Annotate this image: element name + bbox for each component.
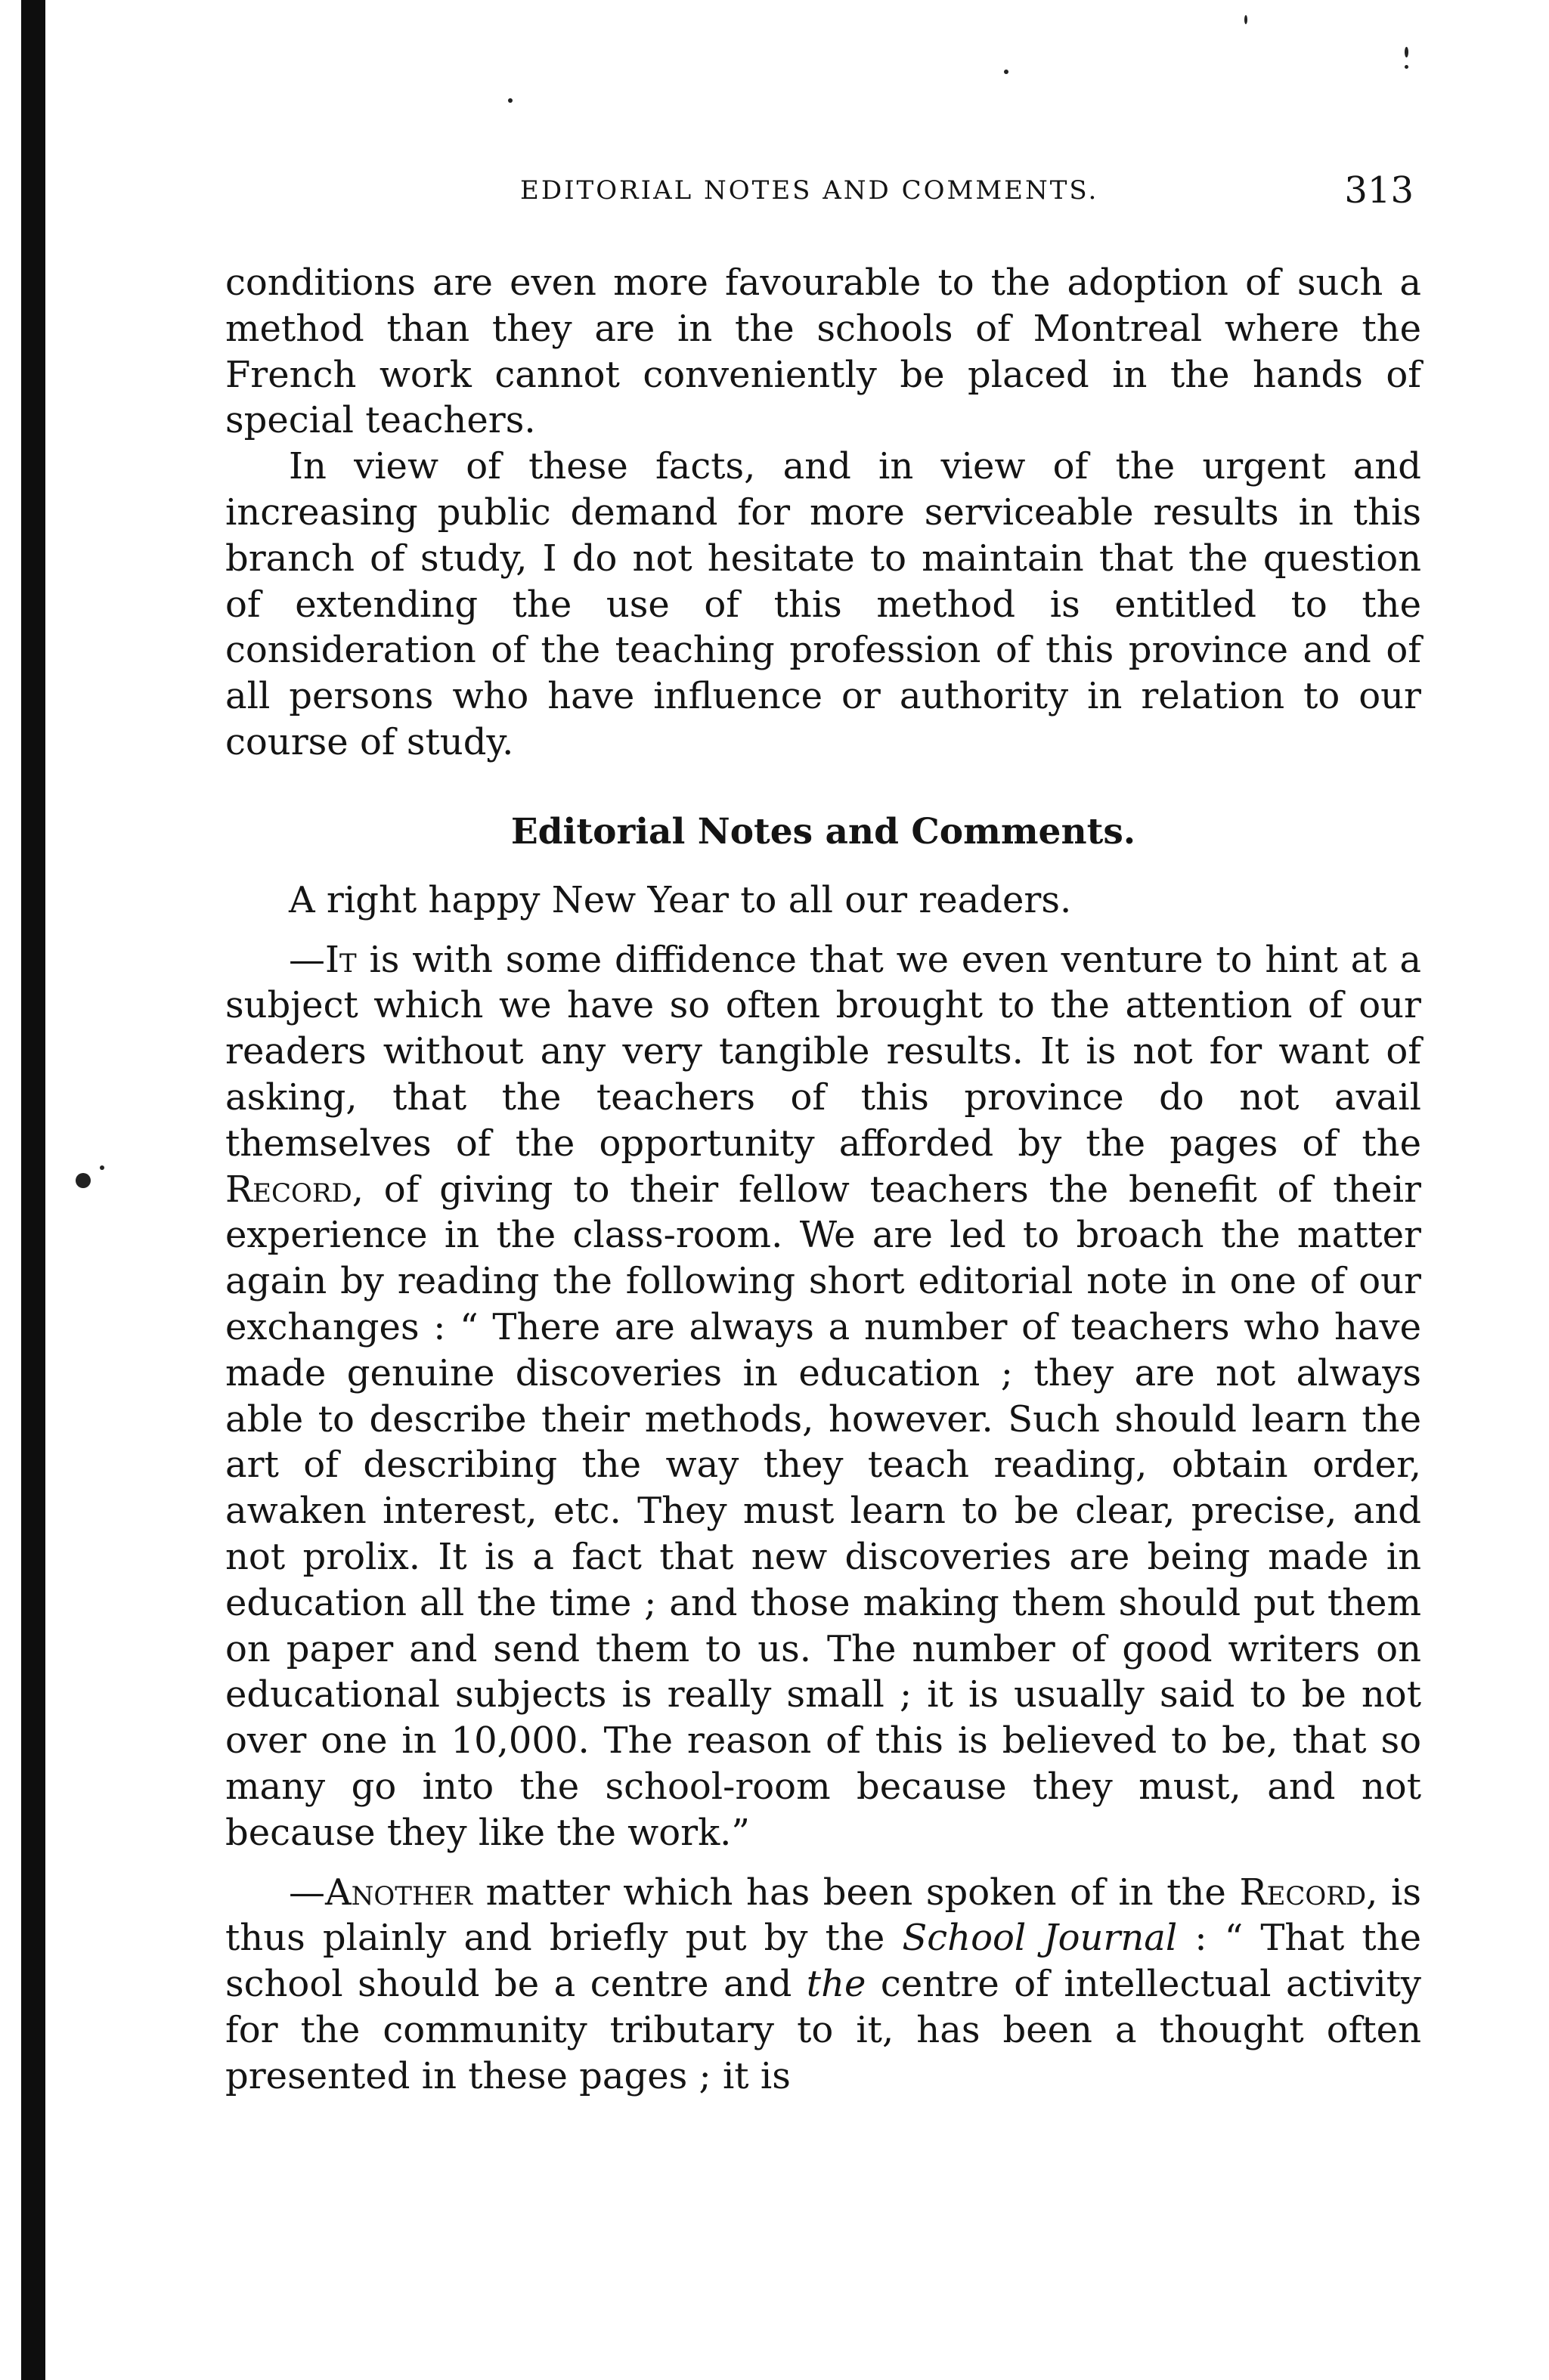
- scan-speck: [1244, 15, 1247, 24]
- running-head: EDITORIAL NOTES AND COMMENTS.: [520, 175, 1099, 206]
- page-body: [225, 260, 1421, 2099]
- binding-edge: [21, 0, 45, 2380]
- page-number: 313: [1344, 169, 1414, 212]
- note-text: , of giving to their fellow teachers the benefit of their experience in the class-room. We are led to broach the matter again by reading the following short editorial note in one of our exchanges : “ There are always a number of teachers who have made genuine discoveries in education ; they are not always able to describe their methods, however. Such should learn the art of describing the way they teach reading, obtain order, awaken interest, etc. They must learn to be clear, precise, and not prolix. It is a fact that new discoveries are being made in education all the time ; and those making them should put them on paper and send them to us. The number of good writers on educational subjects is really small ; it is usually said to be not over one in 10,000. The reason of this is believed to be, that so many go into the school-room because they must, and not because they like the work.”: [225, 1168, 1421, 1854]
- scan-speck: [1405, 65, 1408, 69]
- record-title: Record: [1239, 1871, 1367, 1914]
- note-diffidence: [225, 937, 1421, 1856]
- note-text: : “ That the school should be a centre and: [225, 1917, 1422, 2006]
- record-title: Record: [225, 1168, 352, 1211]
- scan-speck: [100, 1165, 104, 1170]
- emphasis-the: the: [806, 1963, 866, 2006]
- note-text: matter which has been spoken of in the: [472, 1871, 1240, 1914]
- paragraph-view-of-facts: In view of these facts, and in view of the urgent and increasing public demand for more serviceable results in this branch of study, I do not hesitate to maintain that the question of extending the use of this method is entitled to the consideration of the teaching profession of this province and of all persons who have influence or authority in relation to our course of study.: [225, 445, 1421, 763]
- note-text: centre of intellectual activity for the community tributary to it, has been a thought often presented in these pages ; it is: [225, 1963, 1421, 2097]
- note-lead: —Another: [289, 1871, 473, 1914]
- school-journal-title: School Journal: [902, 1917, 1178, 1960]
- section-heading: Editorial Notes and Comments.: [510, 810, 1136, 853]
- note-lead: —It: [289, 938, 357, 981]
- paragraph-continuation: conditions are even more favourable to the adoption of such a method than they are in the schools of Montreal where the French work cannot conveniently be placed in the hands of special teachers.: [225, 262, 1421, 442]
- new-year-greeting: A right happy New Year to all our readers.: [289, 878, 1072, 921]
- scan-speck: [1405, 47, 1408, 57]
- scan-speck: [1004, 70, 1008, 74]
- scan-speck: [508, 98, 513, 103]
- page-header: [249, 168, 1414, 213]
- note-school-centre: [225, 1870, 1421, 2100]
- note-text: is with some diffidence that we even venture to hint at a subject which we have so often brought to the attention of our readers without any very tangible results. It is not for want of asking, that the teachers of this province do not avail themselves of the opportunity afforded by the pages of the: [225, 938, 1421, 1165]
- note-text: , is thus plainly and briefly put by the: [225, 1871, 1421, 1960]
- scan-speck: [76, 1173, 91, 1188]
